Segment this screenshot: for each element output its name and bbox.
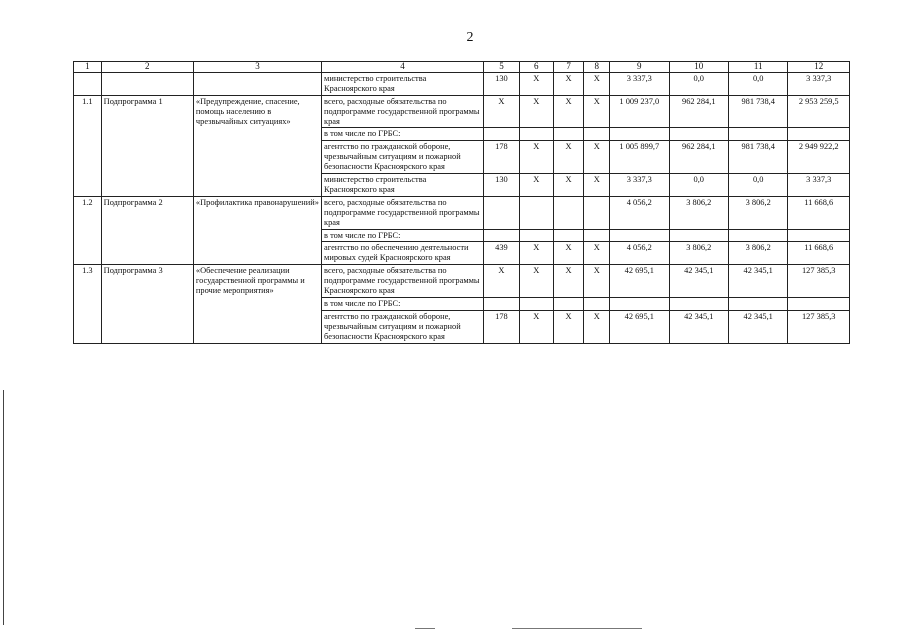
column-header: 7 [553,62,584,73]
cell-empty [669,128,728,141]
grbs-label: агентство по гражданской обороне, чрезвычайным ситуациям и пожарной безопасности Красноярского края [322,310,484,343]
grbs-label: агентство по гражданской обороне, чрезвычайным ситуациям и пожарной безопасности Красноярского края [322,141,484,174]
cell-amount: 981 738,4 [728,95,787,128]
subprogram-name: «Профилактика правонарушений» [193,196,321,264]
scan-edge-line [3,390,4,625]
cell-amount: 2 949 922,2 [788,141,850,174]
cell-number [74,72,102,95]
subprogram-number: 1.1 [74,95,102,196]
cell-amount: 0,0 [728,174,787,197]
cell-empty [553,229,584,242]
cell-amount: Х [553,174,584,197]
cell-amount: 4 056,2 [610,196,669,229]
cell-amount: Х [584,174,610,197]
cell-empty [788,229,850,242]
cell-amount: 42 345,1 [728,265,787,298]
cell-empty [519,128,553,141]
cell-amount: 3 806,2 [728,196,787,229]
scan-mark [415,628,435,629]
cell-amount: 0,0 [669,174,728,197]
cell-amount: 2 953 259,5 [788,95,850,128]
cell-empty [584,229,610,242]
cell-amount: Х [519,242,553,265]
cell-empty [553,298,584,311]
cell-empty [788,128,850,141]
column-header: 10 [669,62,728,73]
cell-empty [584,128,610,141]
cell-amount: 4 056,2 [610,242,669,265]
column-header: 8 [584,62,610,73]
including-label: в том числе по ГРБС: [322,298,484,311]
column-header: 3 [193,62,321,73]
subprogram-status: Подпрограмма 2 [101,196,193,264]
cell-amount: 11 668,6 [788,242,850,265]
cell-amount: 42 345,1 [728,310,787,343]
total-label: всего, расходные обязательства по подпрограмме государственной программы Красноярского края [322,265,484,298]
cell-amount: Х [519,95,553,128]
budget-table [73,61,850,344]
cell-empty [484,229,520,242]
cell-empty [669,229,728,242]
cell-code: 130 [484,72,520,95]
subprogram-name: «Обеспечение реализации государственной программы и прочие мероприятия» [193,265,321,343]
scan-mark [512,628,642,629]
total-label: всего, расходные обязательства по подпрограмме государственной программы края [322,95,484,128]
cell-amount: Х [519,310,553,343]
cell-amount: Х [553,141,584,174]
subprogram-name: «Предупреждение, спасение, помощь населению в чрезвычайных ситуациях» [193,95,321,196]
cell-amount: Х [484,265,520,298]
cell-amount: Х [584,95,610,128]
subprogram-total-row [74,265,850,298]
cell-amount [484,196,520,229]
page-number: 2 [466,30,474,45]
cell-amount: Х [584,310,610,343]
column-header: 9 [610,62,669,73]
cell-amount: 130 [484,174,520,197]
grbs-label: агентство по обеспечению деятельности мировых судей Красноярского края [322,242,484,265]
cell-amount: 3 337,3 [788,174,850,197]
cell-amount: Х [484,95,520,128]
cell-empty [728,128,787,141]
cell-amount: 178 [484,141,520,174]
cell-amount: Х [553,265,584,298]
cell-code: Х [519,72,553,95]
column-header: 5 [484,62,520,73]
cell-amount: 962 284,1 [669,95,728,128]
cell-amount: 3 806,2 [669,196,728,229]
cell-amount: 1 009 237,0 [610,95,669,128]
cell-empty [788,298,850,311]
cell-recipient: министерство строительства Красноярского края [322,72,484,95]
cell-empty [728,229,787,242]
total-label: всего, расходные обязательства по подпрограмме государственной программы края [322,196,484,229]
cell-amount: 0,0 [669,72,728,95]
column-header: 11 [728,62,787,73]
cell-empty [484,298,520,311]
cell-amount: Х [584,265,610,298]
subprogram-number: 1.2 [74,196,102,264]
cell-amount: 42 695,1 [610,265,669,298]
cell-name [193,72,321,95]
including-label: в том числе по ГРБС: [322,128,484,141]
column-header: 4 [322,62,484,73]
cell-amount: 42 345,1 [669,265,728,298]
column-header: 2 [101,62,193,73]
including-label: в том числе по ГРБС: [322,229,484,242]
cell-code: Х [553,72,584,95]
cell-amount: 3 337,3 [610,174,669,197]
cell-empty [669,298,728,311]
cell-code: Х [584,72,610,95]
column-header: 12 [788,62,850,73]
cell-amount: Х [519,141,553,174]
cell-empty [610,128,669,141]
cell-empty [553,128,584,141]
cell-amount: 1 005 899,7 [610,141,669,174]
cell-amount: 3 806,2 [669,242,728,265]
table-header-row [74,62,850,73]
subprogram-number: 1.3 [74,265,102,343]
cell-amount [553,196,584,229]
cell-amount: Х [553,242,584,265]
cell-amount: Х [519,265,553,298]
cell-amount: 178 [484,310,520,343]
cell-amount: 3 337,3 [788,72,850,95]
column-header: 6 [519,62,553,73]
cell-amount: Х [519,174,553,197]
cell-amount: 962 284,1 [669,141,728,174]
cell-status [101,72,193,95]
cell-amount: 127 385,3 [788,265,850,298]
grbs-label: министерство строительства Красноярского края [322,174,484,197]
table-row [74,72,850,95]
cell-amount: 127 385,3 [788,310,850,343]
cell-empty [519,229,553,242]
cell-amount: 981 738,4 [728,141,787,174]
subprogram-status: Подпрограмма 3 [101,265,193,343]
cell-amount: Х [584,242,610,265]
cell-empty [728,298,787,311]
cell-amount: Х [584,141,610,174]
cell-empty [610,298,669,311]
subprogram-total-row [74,95,850,128]
cell-amount: Х [553,310,584,343]
cell-empty [484,128,520,141]
cell-empty [519,298,553,311]
cell-empty [584,298,610,311]
cell-amount: 42 695,1 [610,310,669,343]
cell-amount: Х [553,95,584,128]
cell-amount: 0,0 [728,72,787,95]
cell-amount: 439 [484,242,520,265]
subprogram-total-row [74,196,850,229]
cell-empty [610,229,669,242]
column-header: 1 [74,62,102,73]
cell-amount: 3 806,2 [728,242,787,265]
subprogram-status: Подпрограмма 1 [101,95,193,196]
cell-amount: 42 345,1 [669,310,728,343]
cell-amount: 3 337,3 [610,72,669,95]
cell-amount: 11 668,6 [788,196,850,229]
cell-amount [584,196,610,229]
cell-amount [519,196,553,229]
